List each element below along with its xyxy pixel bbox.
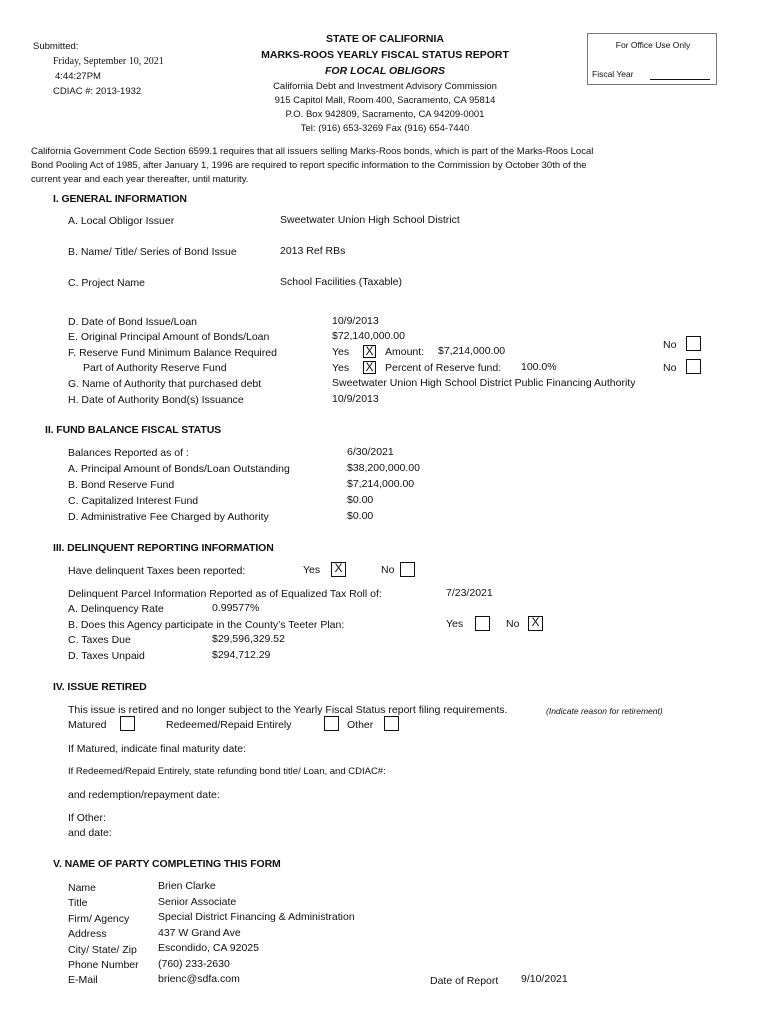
authority-reserve-yes-label: Yes — [332, 362, 350, 374]
delinquent-no-label: No — [381, 564, 395, 576]
project-name-value: School Facilities (Taxable) — [280, 276, 402, 288]
party-email-value: brienc@sdfa.com — [158, 973, 240, 985]
teeter-no-mark: X — [531, 615, 540, 629]
matured-date-label: If Matured, indicate final maturity date: — [68, 743, 247, 755]
reserve-min-no-label: No — [663, 339, 677, 351]
authority-reserve-yes-mark: X — [365, 360, 374, 374]
taxes-due-label: C. Taxes Due — [68, 634, 131, 646]
submitted-time: 4:44:27PM — [55, 71, 101, 82]
submitted-label: Submitted: — [33, 41, 79, 52]
capitalized-interest-value: $0.00 — [347, 494, 374, 506]
bond-issue-label: B. Name/ Title/ Series of Bond Issue — [68, 246, 237, 258]
balances-as-of-value: 6/30/2021 — [347, 446, 394, 458]
reserve-min-yes-label: Yes — [332, 346, 350, 358]
party-title-value: Senior Associate — [158, 896, 237, 908]
reserve-amount-label: Amount: — [385, 346, 425, 358]
taxes-due-value: $29,596,329.52 — [212, 633, 285, 645]
delinquent-reported-label: Have delinquent Taxes been reported: — [68, 565, 246, 577]
cdiac-number: CDIAC #: 2013-1932 — [53, 86, 142, 97]
agency-phone: Tel: (916) 653-3269 Fax (916) 654-7440 — [300, 123, 470, 134]
form-title-state: STATE OF CALIFORNIA — [325, 33, 445, 45]
other-checkbox[interactable] — [384, 716, 399, 731]
party-email-label: E-Mail — [68, 974, 98, 986]
retired-note: (Indicate reason for retirement) — [546, 706, 663, 716]
teeter-yes-label: Yes — [446, 618, 464, 630]
fiscal-year-field[interactable] — [650, 79, 710, 80]
parcel-info-label: Delinquent Parcel Information Reported as of Equalized Tax Roll of: — [68, 588, 382, 600]
teeter-no-checkbox[interactable] — [528, 616, 543, 631]
submitted-date: Friday, September 10, 2021 — [53, 56, 164, 67]
party-address-label: Address — [68, 928, 107, 940]
issue-date-label: D. Date of Bond Issue/Loan — [68, 316, 197, 328]
obligor-issuer-label: A. Local Obligor Issuer — [68, 215, 175, 227]
admin-fee-value: $0.00 — [347, 510, 374, 522]
redeemed-label: Redeemed/Repaid Entirely — [166, 719, 292, 731]
redemption-date-label: and redemption/repayment date: — [68, 789, 220, 801]
section-general-heading: I. GENERAL INFORMATION — [53, 193, 187, 205]
section-delinquent-heading: III. DELINQUENT REPORTING INFORMATION — [53, 542, 274, 554]
authority-name-value: Sweetwater Union High School District Public Financing Authority — [332, 377, 636, 389]
party-address-value: 437 W Grand Ave — [158, 927, 241, 939]
authority-bond-date-label: H. Date of Authority Bond(s) Issuance — [68, 394, 244, 406]
taxes-unpaid-value: $294,712.29 — [212, 649, 271, 661]
matured-label: Matured — [68, 719, 107, 731]
authority-name-label: G. Name of Authority that purchased debt — [68, 378, 262, 390]
authority-bond-date-value: 10/9/2013 — [332, 393, 379, 405]
teeter-no-label: No — [506, 618, 520, 630]
taxes-unpaid-label: D. Taxes Unpaid — [68, 650, 145, 662]
agency-address: 915 Capitol Mall, Room 400, Sacramento, CA 95814 — [274, 95, 496, 106]
delinquent-yes-checkbox[interactable] — [331, 562, 346, 577]
delinquency-rate-value: 0.99577% — [212, 602, 260, 614]
delinquency-rate-label: A. Delinquency Rate — [68, 603, 164, 615]
redeemed-checkbox[interactable] — [324, 716, 339, 731]
party-phone-label: Phone Number — [68, 959, 139, 971]
party-firm-value: Special District Financing & Administration — [158, 911, 355, 923]
admin-fee-label: D. Administrative Fee Charged by Authority — [68, 511, 269, 523]
party-firm-label: Firm/ Agency — [68, 913, 130, 925]
bond-reserve-value: $7,214,000.00 — [347, 478, 415, 490]
delinquent-yes-label: Yes — [303, 564, 321, 576]
intro-line-1: California Government Code Section 6599.1 requires that all issuers selling Marks-Roos bonds, which is part of the Marks-Roos Local — [31, 146, 594, 157]
other-label: Other — [347, 719, 374, 731]
redeemed-info-label: If Redeemed/Repaid Entirely, state refunding bond title/ Loan, and CDIAC#: — [68, 766, 386, 777]
office-use-box — [587, 33, 717, 85]
principal-outstanding-value: $38,200,000.00 — [347, 462, 420, 474]
fiscal-year-label: Fiscal Year — [592, 69, 634, 79]
section-party-heading: V. NAME OF PARTY COMPLETING THIS FORM — [53, 858, 281, 870]
party-name-label: Name — [68, 882, 97, 894]
agency-po-box: P.O. Box 942809, Sacramento, CA 94209-0001 — [285, 109, 485, 120]
original-principal-label: E. Original Principal Amount of Bonds/Loan — [68, 331, 270, 343]
party-title-label: Title — [68, 897, 88, 909]
balances-as-of-label: Balances Reported as of : — [68, 447, 189, 459]
teeter-yes-checkbox[interactable] — [475, 616, 490, 631]
party-city-label: City/ State/ Zip — [68, 944, 137, 956]
bond-reserve-label: B. Bond Reserve Fund — [68, 479, 175, 491]
intro-line-3: current year and each year thereafter, until maturity. — [31, 174, 249, 185]
retired-statement: This issue is retired and no longer subject to the Yearly Fiscal Status report filing requirements. — [68, 704, 508, 716]
reserve-percent-label: Percent of Reserve fund: — [385, 362, 502, 374]
authority-reserve-no-checkbox[interactable] — [686, 359, 701, 374]
other-date-label: and date: — [68, 827, 112, 839]
capitalized-interest-label: C. Capitalized Interest Fund — [68, 495, 199, 507]
delinquent-yes-mark: X — [334, 561, 343, 575]
party-name-value: Brien Clarke — [158, 880, 216, 892]
reserve-min-yes-checkbox[interactable] — [363, 345, 376, 358]
reserve-min-label: F. Reserve Fund Minimum Balance Required — [68, 347, 277, 359]
form-title-obligors: FOR LOCAL OBLIGORS — [325, 65, 445, 77]
section-fund-heading: II. FUND BALANCE FISCAL STATUS — [45, 424, 222, 436]
report-date-value: 9/10/2021 — [521, 973, 568, 985]
authority-reserve-label: Part of Authority Reserve Fund — [83, 362, 227, 374]
bond-issue-value: 2013 Ref RBs — [280, 245, 346, 257]
section-retired-heading: IV. ISSUE RETIRED — [53, 681, 147, 693]
reserve-amount-value: $7,214,000.00 — [438, 345, 506, 357]
matured-checkbox[interactable] — [120, 716, 135, 731]
reserve-min-yes-mark: X — [365, 344, 374, 358]
other-reason-label: If Other: — [68, 812, 106, 824]
reserve-percent-value: 100.0% — [521, 361, 557, 373]
obligor-issuer-value: Sweetwater Union High School District — [280, 214, 460, 226]
party-city-value: Escondido, CA 92025 — [158, 942, 259, 954]
original-principal-value: $72,140,000.00 — [332, 330, 405, 342]
agency-name: California Debt and Investment Advisory Commission — [273, 81, 497, 92]
form-title-report: MARKS-ROOS YEARLY FISCAL STATUS REPORT — [261, 49, 509, 61]
parcel-info-value: 7/23/2021 — [446, 587, 493, 599]
delinquent-no-checkbox[interactable] — [400, 562, 415, 577]
teeter-plan-label: B. Does this Agency participate in the County’s Teeter Plan: — [68, 619, 345, 631]
authority-reserve-yes-checkbox[interactable] — [363, 361, 376, 374]
authority-reserve-no-label: No — [663, 362, 677, 374]
party-phone-value: (760) 233-2630 — [158, 958, 230, 970]
issue-date-value: 10/9/2013 — [332, 315, 379, 327]
principal-outstanding-label: A. Principal Amount of Bonds/Loan Outstanding — [68, 463, 290, 475]
intro-line-2: Bond Pooling Act of 1985, after January 1, 1996 are required to report specific information to the Commission by October 30th of the — [31, 160, 587, 171]
report-date-label: Date of Report — [430, 975, 499, 987]
office-use-label: For Office Use Only — [615, 40, 691, 50]
reserve-min-no-checkbox[interactable] — [686, 336, 701, 351]
project-name-label: C. Project Name — [68, 277, 146, 289]
